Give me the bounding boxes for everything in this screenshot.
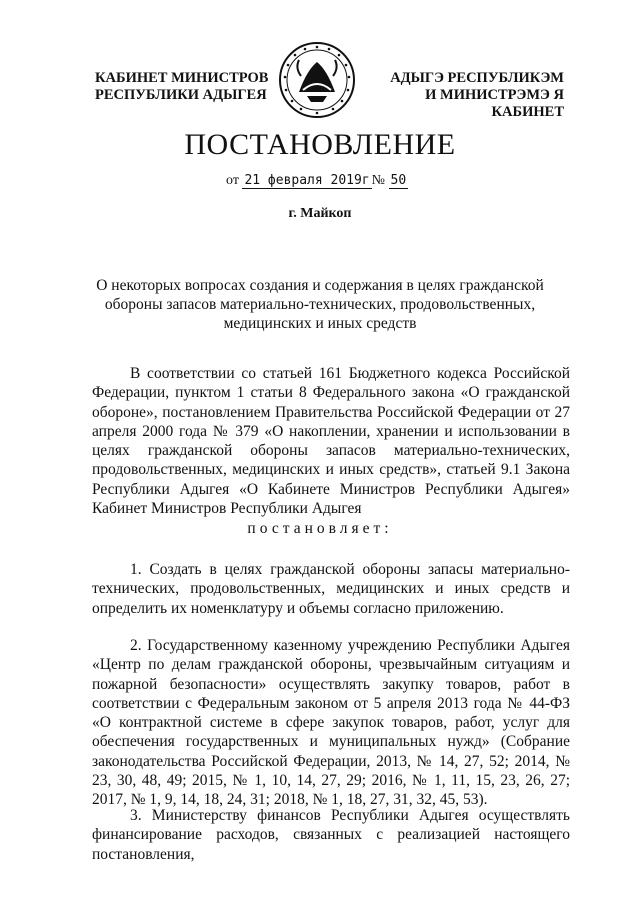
header-right-line2: И МИНИСТРЭМЭ Я КАБИНЕТ [425,87,564,120]
preamble-paragraph: В соответствии со статьей 161 Бюджетного кодекса Российской Федерации, пунктом 1 статьи 8 Федерального закона «О гражданской обороне», постановлением Правительства Российской Федерации от 27 апреля 2000 года № 379 «О накоплении, хранении и использовании в целях гражданской обороны запасов материально-технических, продовольственных, медицинских и иных средств», статьей 9.1 Закона Республики Адыгея «О Кабинете Министров Республики Адыгея» Кабинет Министров Республики Адыгея [92,365,570,518]
header-right [364,70,564,121]
date-prefix: от [226,173,239,188]
document-number: 50 [390,173,407,188]
document-date: 21 февраля 2019г [244,173,370,188]
header-left [95,70,268,104]
header-left-line1: КАБИНЕТ МИНИСТРОВ [95,70,269,86]
header-right-line1: АДЫГЭ РЕСПУБЛИКЭМ [390,70,564,86]
header-left-line2: РЕСПУБЛИКИ АДЫГЕЯ [95,87,267,103]
item-3-paragraph: 3. Министерству финансов Республики Адыгея осуществлять финансирование расходов, связанных с реализацией настоящего постановления, [92,807,570,863]
document-title: ПОСТАНОВЛЕНИЕ [184,128,456,161]
decree-word: постановляет: [247,520,393,537]
item-1-paragraph: 1. Создать в целях гражданской обороны запасы материально-технических, продовольственных, медицинских и иных средств и определить их номенклатуру и объемы согласно приложению. [92,561,570,617]
date-line [226,173,408,189]
number-sign: № [371,173,386,188]
adygea-coat-of-arms-icon [277,40,357,120]
city-name: г. Майкоп [288,206,352,221]
document-subject: О некоторых вопросах создания и содержания в целях гражданской обороны запасов материально-технических, продовольственных, медицинских и иных средств [96,277,544,332]
item-2-paragraph: 2. Государственному казенному учреждению Республики Адыгея «Центр по делам гражданской обороны, чрезвычайным ситуациям и пожарной безопасности» осуществлять закупку товаров, работ в соответствии с Федеральным законом от 5 апреля 2013 года № 44-ФЗ «О контрактной системе в сфере закупок товаров, работ, услуг для обеспечения государственных и муниципальных нужд» (Собрание законодательства Российской Федерации, 2013, № 14, 27, 52; 2014, № 23, 30, 48, 49; 2015, № 1, 10, 14, 27, 29; 2016, № 1, 11, 15, 23, 26, 27; 2017, № 1, 9, 14, 18, 24, 31; 2018, № 1, 18, 27, 31, 32, 45, 53). [92,637,570,809]
